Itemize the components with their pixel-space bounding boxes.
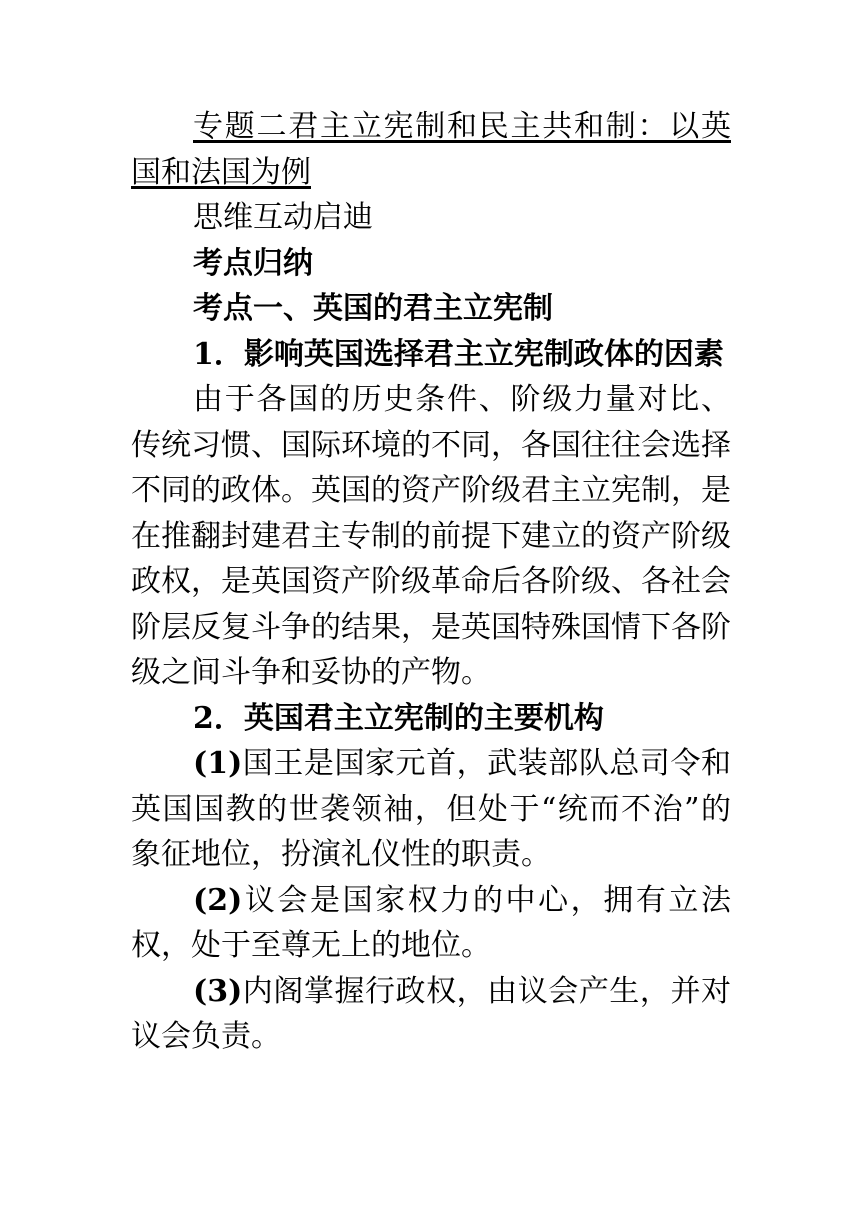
section-label: 思维互动启迪 [193,200,373,235]
subheading-factors: 1．影响英国选择君主立宪制政体的因素 [193,336,724,372]
list-item-text: 国王是国家元首，武装部队总司令和英国国教的世袭领袖，但处于“统而不治”的象征地位，扮演礼仪性的职责。 [131,746,731,872]
list-item-king [131,741,731,878]
document-body [131,104,731,1060]
list-marker: (3) [193,973,243,1009]
point-one-heading: 考点一、英国的君主立宪制 [193,291,553,326]
document-title: 专题二君主立宪制和民主共和制：以英国和法国为例 [131,109,731,190]
list-marker: (1) [193,746,243,781]
summary-heading: 考点归纳 [193,245,313,281]
subheading-institutions: 2．英国君主立宪制的主要机构 [193,700,604,736]
list-item-text: 内阁掌握行政权，由议会产生，并对议会负责。 [131,973,731,1054]
list-item-cabinet [131,969,731,1060]
list-marker: (2) [193,882,243,918]
list-item-text: 议会是国家权力的中心，拥有立法权，处于至尊无上的地位。 [131,882,731,963]
list-item-parliament [131,878,731,969]
paragraph-factors: 由于各国的历史条件、阶级力量对比、传统习惯、国际环境的不同，各国往往会选择不同的政体。英国的资产阶级君主立宪制，是在推翻封建君主专制的前提下建立的资产阶级政权，是英国资产阶级革命后各阶级、各社会阶层反复斗争的结果，是英国特殊国情下各阶级之间斗争和妥协的产物。 [131,382,731,690]
